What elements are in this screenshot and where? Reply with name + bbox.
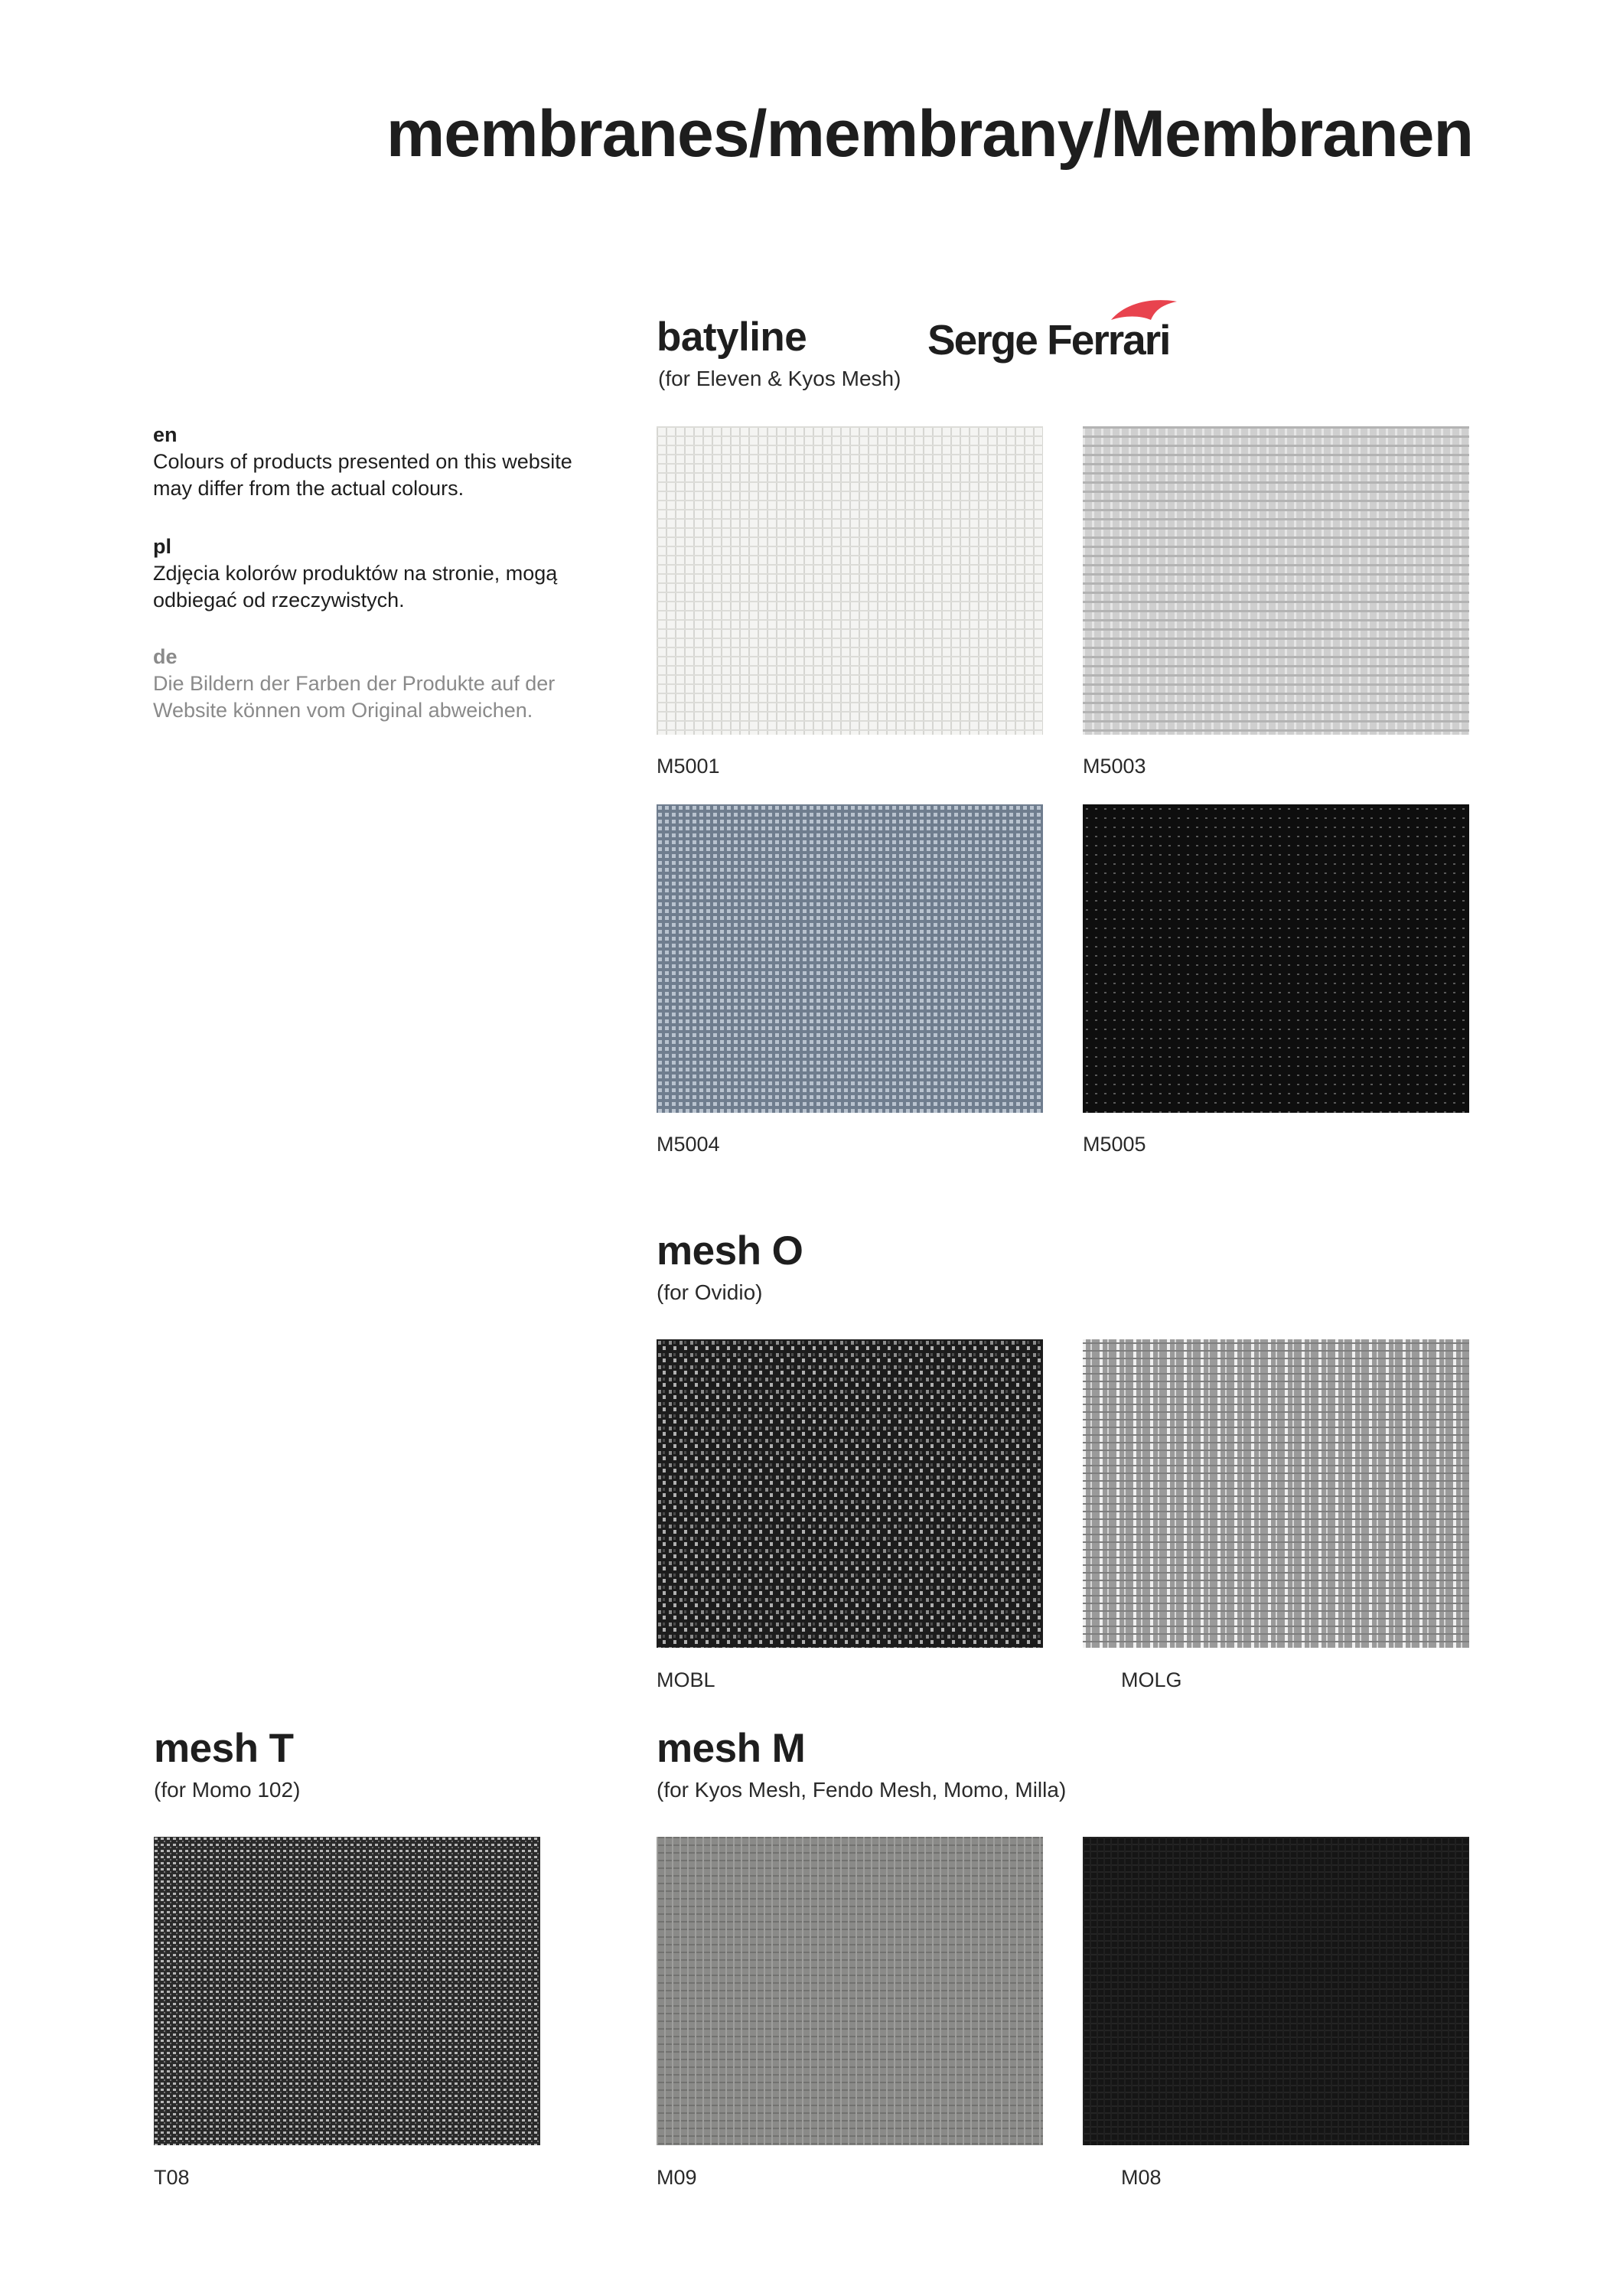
note-en	[153, 422, 582, 502]
section-subtitle-mesh-t: (for Momo 102)	[154, 1778, 301, 1802]
note-de	[153, 644, 582, 724]
swatch-m09	[657, 1837, 1043, 2145]
note-text: Colours of products presented on this website may differ from the actual colours.	[153, 449, 572, 500]
note-pl	[153, 534, 582, 614]
swatch-m5001	[657, 426, 1043, 735]
swatch-t08	[154, 1837, 540, 2145]
swatch-m5004	[657, 804, 1043, 1113]
swatch-mobl	[657, 1339, 1043, 1648]
note-lang-label: de	[153, 645, 178, 668]
section-subtitle-mesh-m: (for Kyos Mesh, Fendo Mesh, Momo, Milla)	[657, 1778, 1067, 1802]
brand-name: Serge Ferrari	[927, 316, 1170, 364]
sail-logo-icon	[1110, 297, 1178, 323]
section-title-batyline: batyline	[657, 315, 807, 360]
swatch-m5005	[1083, 804, 1469, 1113]
note-lang-label: pl	[153, 535, 171, 558]
swatch-label: T08	[154, 2166, 190, 2189]
swatch-label: MOLG	[1121, 1668, 1182, 1691]
note-text: Die Bildern der Farben der Produkte auf der Website können vom Original abweichen.	[153, 671, 556, 722]
brand-logo	[927, 297, 1180, 364]
section-subtitle-mesh-o: (for Ovidio)	[657, 1280, 763, 1304]
swatch-label: MOBL	[657, 1668, 715, 1691]
swatch-label: M5003	[1083, 755, 1146, 778]
swatch-label: M5005	[1083, 1133, 1146, 1156]
swatch-label: M08	[1121, 2166, 1162, 2189]
page-title: membranes/membrany/Membranen	[386, 97, 1473, 171]
section-subtitle-batyline: (for Eleven & Kyos Mesh)	[658, 367, 901, 390]
section-title-mesh-t: mesh T	[154, 1726, 294, 1771]
note-lang-label: en	[153, 423, 178, 446]
swatch-label: M5004	[657, 1133, 720, 1156]
swatch-label: M5001	[657, 755, 720, 778]
note-text: Zdjęcia kolorów produktów na stronie, mogą odbiegać od rzeczywistych.	[153, 561, 558, 612]
swatch-label: M09	[657, 2166, 697, 2189]
section-title-mesh-o: mesh O	[657, 1228, 803, 1274]
swatch-molg	[1083, 1339, 1469, 1648]
swatch-m08	[1083, 1837, 1469, 2145]
swatch-m5003	[1083, 426, 1469, 735]
section-title-mesh-m: mesh M	[657, 1726, 806, 1771]
